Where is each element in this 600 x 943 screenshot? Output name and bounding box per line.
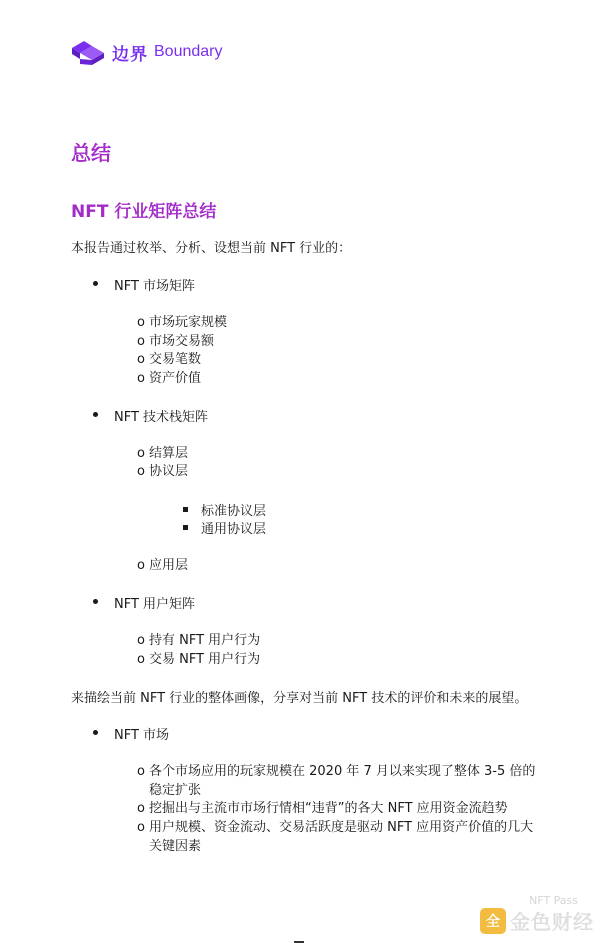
circle-bullet-icon: o — [137, 371, 145, 386]
sub-list-item — [137, 762, 539, 800]
square-bullet-icon — [183, 525, 188, 530]
circle-bullet-icon: o — [137, 352, 145, 367]
sub-list-item-label: 市场玩家规模 — [149, 315, 228, 330]
circle-bullet-icon: o — [137, 820, 145, 835]
sub-list-item-label: 应用层 — [149, 558, 189, 573]
boundary-logo-icon — [70, 38, 106, 66]
list-item-nft-market — [93, 724, 169, 743]
sub-list-item-label: 资产价值 — [149, 371, 202, 386]
list-item-label: NFT 市场 — [114, 728, 170, 743]
sub-list-item-label: 交易笔数 — [149, 352, 202, 367]
sub-list-item — [137, 462, 549, 481]
bullet-icon — [93, 730, 98, 735]
circle-bullet-icon: o — [137, 558, 145, 573]
sub-list-item — [137, 818, 534, 856]
list-item-market-matrix — [93, 275, 195, 294]
sub-sub-list-item-label: 标准协议层 — [201, 504, 267, 519]
watermark — [480, 894, 594, 935]
circle-bullet-icon: o — [137, 315, 145, 330]
list-item-label: NFT 市场矩阵 — [114, 279, 196, 294]
sub-list-item — [137, 631, 549, 650]
logo-chinese-text: 边界 — [112, 44, 148, 65]
sub-list-item — [137, 556, 549, 575]
sub-list-item — [137, 444, 549, 463]
watermark-small-text: NFT Pass — [529, 894, 578, 907]
list-item-label: NFT 用户矩阵 — [114, 597, 196, 612]
logo-english-text: Boundary — [154, 43, 223, 60]
sub-list-item-label: 市场交易额 — [149, 334, 215, 349]
circle-bullet-icon: o — [137, 464, 145, 479]
summary-paragraph: 来描绘当前 NFT 行业的整体画像，分享对当前 NFT 技术的评价和未来的展望。 — [71, 691, 528, 706]
section-subtitle: NFT 行业矩阵总结 — [71, 202, 217, 222]
circle-bullet-icon: o — [137, 652, 145, 667]
watermark-logo-icon: 全 — [480, 908, 506, 934]
sub-list-item — [137, 313, 549, 332]
bullet-icon — [93, 281, 98, 286]
sub-list-item-label: 交易 NFT 用户行为 — [149, 652, 261, 667]
sub-sub-list-item-label: 通用协议层 — [201, 522, 267, 537]
list-item-user-matrix — [93, 593, 195, 612]
list-item-label: NFT 技术栈矩阵 — [114, 410, 209, 425]
sub-list-item — [137, 799, 549, 818]
circle-bullet-icon: o — [137, 334, 145, 349]
sub-sub-list-item — [183, 500, 266, 519]
sub-list-item-label: 协议层 — [149, 464, 189, 479]
sub-list-item-label: 各个市场应用的玩家规模在 2020 年 7 月以来实现了整体 3-5 倍的稳定扩张 — [149, 764, 536, 798]
circle-bullet-icon: o — [137, 446, 145, 461]
sub-list-item-label: 结算层 — [149, 446, 189, 461]
section-title: 总结 — [71, 141, 111, 165]
sub-list-item-label: 挖掘出与主流市市场行情相“违背”的各大 NFT 应用资金流趋势 — [149, 801, 508, 816]
sub-sub-list-item — [183, 518, 266, 537]
sub-list-item — [137, 650, 549, 669]
circle-bullet-icon: o — [137, 633, 145, 648]
bullet-icon — [93, 599, 98, 604]
watermark-text: 金色财经 — [510, 910, 594, 934]
sub-list-item — [137, 369, 549, 388]
circle-bullet-icon: o — [137, 801, 145, 816]
intro-paragraph: 本报告通过枚举、分析、设想当前 NFT 行业的： — [71, 241, 352, 256]
boundary-logo — [70, 38, 223, 66]
circle-bullet-icon: o — [137, 764, 145, 779]
square-bullet-icon — [183, 507, 188, 512]
sub-list-item — [137, 332, 549, 351]
sub-list-item-label: 持有 NFT 用户行为 — [149, 633, 261, 648]
list-item-tech-stack-matrix — [93, 406, 208, 425]
bullet-icon — [93, 412, 98, 417]
sub-list-item-label: 用户规模、资金流动、交易活跃度是驱动 NFT 应用资产价值的几大关键因素 — [149, 820, 534, 854]
sub-list-item — [137, 350, 549, 369]
